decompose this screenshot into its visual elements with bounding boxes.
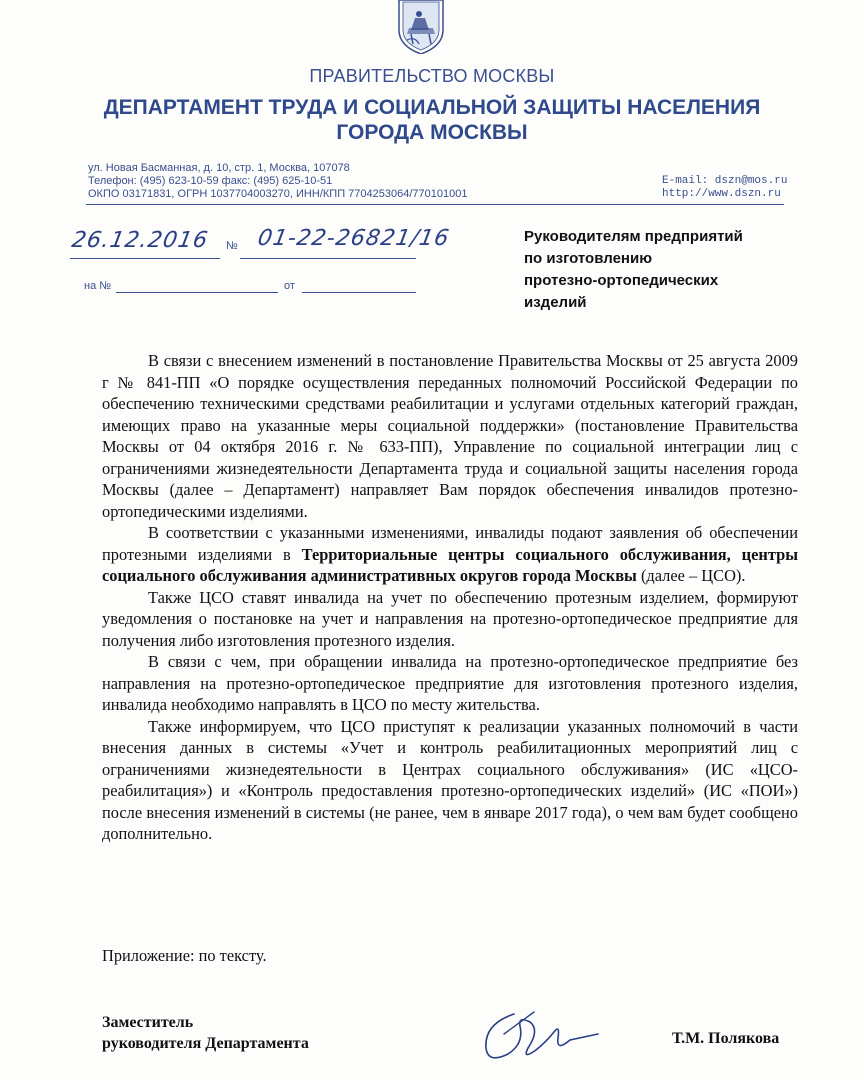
from-label: от	[284, 280, 295, 292]
paragraph-3: Также ЦСО ставят инвалида на учет по обеспечению протезным изделием, формируют уведомления о постановке на учет и направления на протезно-ортопедическое предприятие для получения либо изготовления протезного изделия.	[102, 587, 798, 650]
addressee-line3: протезно-ортопедических	[524, 272, 719, 289]
signatory-title-line1: Заместитель	[102, 1014, 194, 1031]
contact-online	[662, 175, 792, 201]
contact-block	[88, 162, 558, 201]
number-sign: №	[226, 240, 238, 252]
department-title-line2: ГОРОДА МОСКВЫ	[336, 121, 528, 144]
addressee-line2: по изготовлению	[524, 250, 653, 267]
registration-date: 26.12.2016	[69, 228, 211, 253]
department-title-line1: ДЕПАРТАМЕНТ ТРУДА И СОЦИАЛЬНОЙ ЗАЩИТЫ НАСЕЛЕНИЯ	[103, 96, 761, 119]
header-divider	[86, 204, 784, 205]
phone-fax: Телефон: (495) 623-10-59 факс: (495) 625-10-51	[88, 175, 333, 187]
government-title: ПРАВИТЕЛЬСТВО МОСКВЫ	[309, 66, 555, 86]
email: E-mail: dszn@mos.ru	[662, 175, 788, 187]
addressee-line1: Руководителям предприятий	[524, 228, 743, 245]
signatory-title	[102, 1012, 309, 1054]
letter-body	[102, 350, 798, 845]
registry-codes: ОКПО 03171831, ОГРН 1037704003270, ИНН/КПП 7704253064/770101001	[88, 188, 468, 200]
paragraph-5: Также информируем, что ЦСО приступят к реализации указанных полномочий в части внесения данных в системы «Учет и контроль реабилитационных мероприятий лиц с ограничениями жизнедеятельности в Центрах социального обслуживания» (ИС «ЦСО-реабилитация») и «Контроль предоставления протезно-ортопедических изделий» (ИС «ПОИ») после внесения изменений в системы (не ранее, чем в январе 2017 года), о чем вам будет сообщено дополнительно.	[102, 716, 798, 843]
addressee	[524, 226, 824, 314]
number-underline	[240, 258, 416, 259]
handwritten-signature-icon	[474, 1004, 604, 1068]
signatory-title-line2: руководителя Департамента	[102, 1035, 309, 1052]
department-title	[0, 95, 864, 145]
annex-note: Приложение: по тексту.	[102, 946, 267, 965]
paragraph-2	[102, 522, 798, 587]
from-underline	[302, 292, 416, 293]
ref-label: на №	[84, 280, 112, 292]
website-link[interactable]: http://www.dszn.ru	[662, 188, 781, 200]
paragraph-2-end: (далее – ЦСО).	[636, 566, 746, 585]
paragraph-2-bold: Территориальные центры социального обслуживания, центры социального обслуживания административных округов города Москвы	[102, 544, 799, 585]
moscow-coat-of-arms-icon	[389, 0, 453, 54]
paragraph-1: В связи с внесением изменений в постановление Правительства Москвы от 25 августа 2009 г № 841-ПП «О порядке осуществления переданных полномочий Российской Федерации по обеспечению техническими средствами реабилитации и услугами отдельных категорий граждан, имеющих право на указанные меры социальной поддержки» (постановление Правительства Москвы от 04 октября 2016 г. № 633-ПП), Управление по социальной интеграции лиц с ограничениями жизнедеятельности Департамента труда и социальной защиты населения города Москвы (далее – Департамент) направляет Вам порядок обеспечения инвалидов протезно-ортопедическими изделиями.	[102, 351, 798, 521]
signatory-name: Т.М. Полякова	[672, 1030, 780, 1047]
paragraph-4: В связи с чем, при обращении инвалида на протезно-ортопедическое предприятие без направления на протезно-ортопедическое предприятие для изготовления протезного изделия, инвалида необходимо направлять в ЦСО по месту жительства.	[102, 652, 798, 714]
ref-underline	[116, 292, 278, 293]
registration-number: 01-22-26821/16	[255, 226, 452, 251]
paragraph-2-start: В соответствии с указанными изменениями, инвалиды подают заявления об обеспечении протезными изделиями в	[102, 523, 798, 564]
address: ул. Новая Басманная, д. 10, стр. 1, Москва, 107078	[88, 162, 350, 174]
date-underline	[70, 258, 220, 259]
addressee-line4: изделий	[524, 294, 587, 311]
